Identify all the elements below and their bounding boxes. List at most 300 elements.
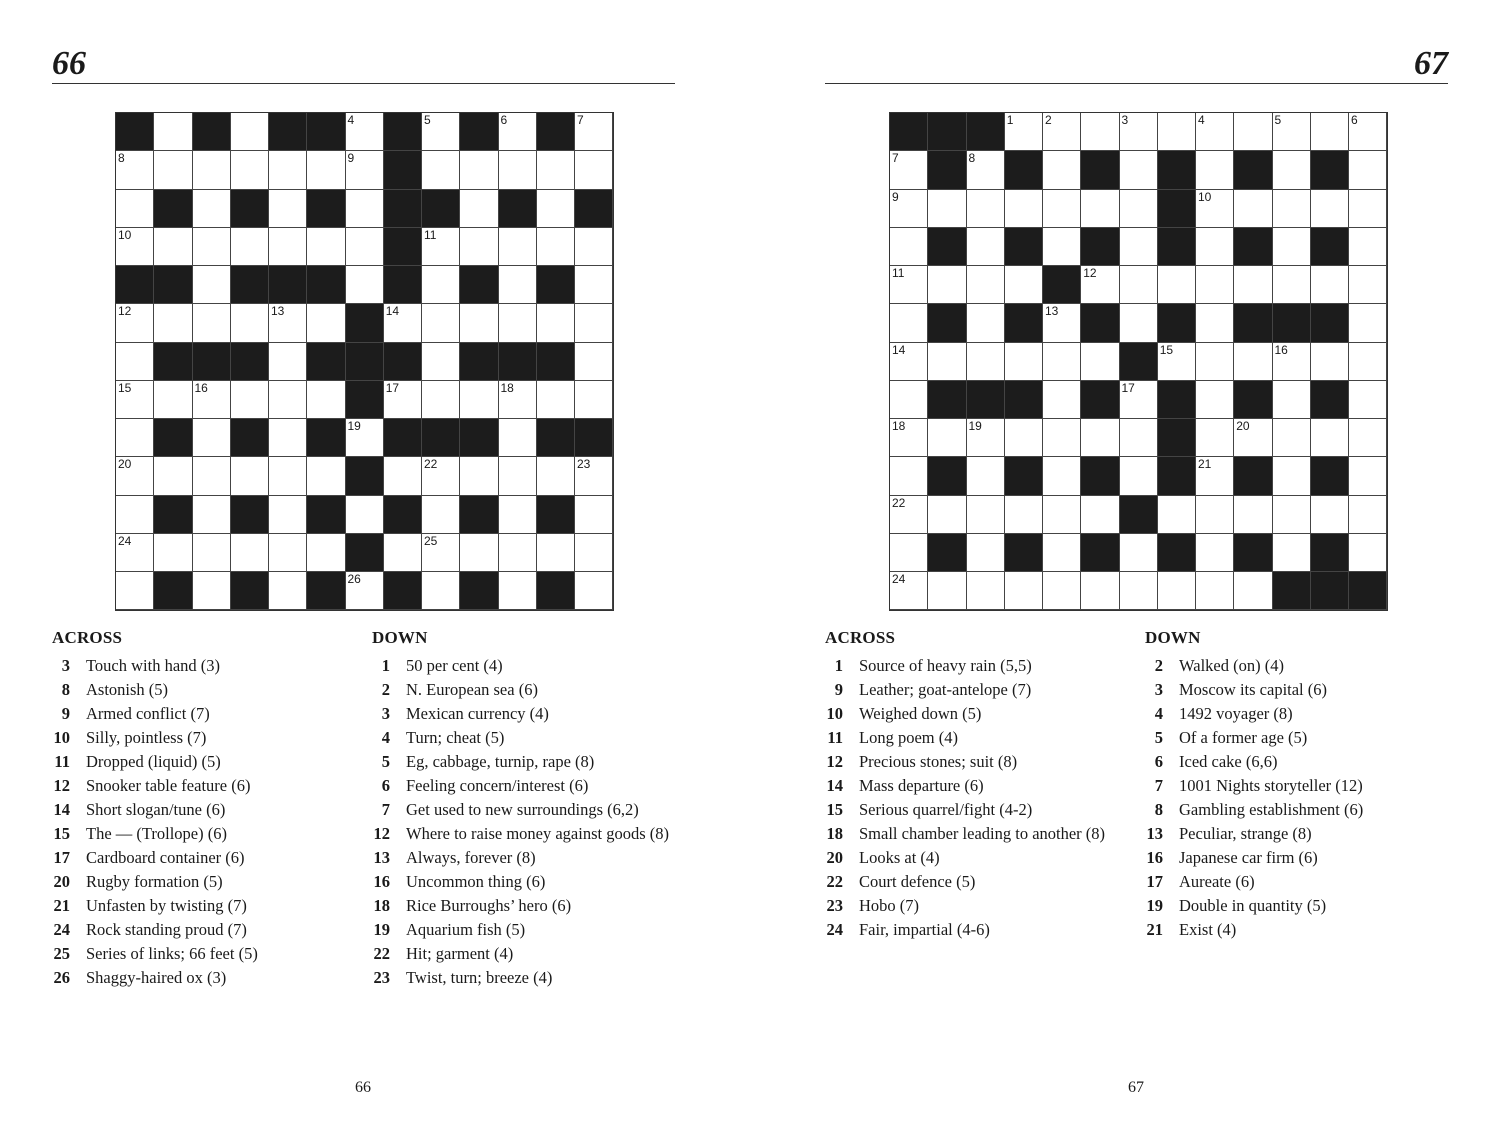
grid-square[interactable] [269,190,307,228]
grid-square[interactable] [1120,419,1158,457]
grid-square[interactable] [154,381,192,419]
grid-square[interactable] [1005,190,1043,228]
grid-square[interactable] [193,228,231,266]
clue-number: 6 [381,776,390,795]
grid-square[interactable] [1234,496,1272,534]
clue-item [1145,921,1445,939]
square-number: 7 [577,113,584,127]
clue-number: 19 [373,920,390,939]
grid-square[interactable] [193,496,231,534]
grid-square[interactable] [1349,228,1387,266]
grid-square[interactable] [1196,572,1234,610]
grid-square[interactable] [269,572,307,610]
clue-text: Rock standing proud (7) [86,920,247,939]
grid-square[interactable] [1349,534,1387,572]
grid-square[interactable] [154,151,192,189]
grid-square[interactable] [1005,496,1043,534]
grid-square[interactable] [1349,304,1387,342]
grid-square[interactable] [967,343,1005,381]
grid-square[interactable] [422,343,460,381]
grid-square[interactable] [231,151,269,189]
grid-square[interactable] [193,534,231,572]
grid-square[interactable] [1273,151,1311,189]
grid-square[interactable] [1273,419,1311,457]
grid-square[interactable] [1273,496,1311,534]
clue-number: 22 [373,944,390,963]
clue-item [1145,825,1445,843]
grid-square[interactable] [537,457,575,495]
clue-number: 9 [61,704,70,723]
grid-square[interactable] [1196,381,1234,419]
grid-square[interactable] [1043,572,1081,610]
grid-square[interactable] [1043,419,1081,457]
grid-square[interactable] [1234,343,1272,381]
grid-square[interactable] [1081,419,1119,457]
black-square [890,113,928,151]
clue-text: 1001 Nights storyteller (12) [1179,776,1363,795]
grid-square[interactable] [1043,304,1081,342]
grid-square[interactable] [1273,266,1311,304]
grid-square[interactable] [1081,343,1119,381]
grid-square[interactable] [928,572,966,610]
grid-square[interactable] [346,572,384,610]
black-square [1005,457,1043,495]
clue-number: 21 [53,896,70,915]
grid-square[interactable] [1196,304,1234,342]
grid-square[interactable] [1005,343,1043,381]
black-square [1158,228,1196,266]
grid-square[interactable] [890,343,928,381]
grid-square[interactable] [1349,419,1387,457]
grid-square[interactable] [1234,190,1272,228]
grid-square[interactable] [1196,151,1234,189]
clue-number: 11 [54,752,70,771]
across-heading: ACROSS [825,628,896,647]
grid-square[interactable] [499,381,537,419]
grid-square[interactable] [384,534,422,572]
grid-square[interactable] [193,457,231,495]
clue-item [825,729,1125,747]
grid-square[interactable] [1081,266,1119,304]
grid-square[interactable] [116,496,154,534]
clue-text: Walked (on) (4) [1179,656,1284,675]
grid-square[interactable] [154,113,192,151]
grid-square[interactable] [422,381,460,419]
grid-square[interactable] [575,534,613,572]
grid-square[interactable] [422,304,460,342]
clue-number: 18 [826,824,843,843]
grid-square[interactable] [269,151,307,189]
grid-square[interactable] [890,496,928,534]
grid-square[interactable] [116,572,154,610]
grid-square[interactable] [1158,572,1196,610]
grid-square[interactable] [967,419,1005,457]
grid-square[interactable] [575,304,613,342]
clue-text: Gambling establishment (6) [1179,800,1364,819]
grid-square[interactable] [499,151,537,189]
grid-square[interactable] [346,496,384,534]
grid-square[interactable] [1043,496,1081,534]
grid-square[interactable] [1043,343,1081,381]
grid-square[interactable] [967,457,1005,495]
grid-square[interactable] [1196,266,1234,304]
grid-square[interactable] [1120,534,1158,572]
grid-square[interactable] [1196,228,1234,266]
grid-square[interactable] [116,457,154,495]
grid-square[interactable] [384,381,422,419]
grid-square[interactable] [307,534,345,572]
black-square [1158,151,1196,189]
clue-number: 24 [53,920,70,939]
grid-square[interactable] [1043,228,1081,266]
grid-square[interactable] [1349,151,1387,189]
grid-square[interactable] [116,381,154,419]
grid-square[interactable] [346,228,384,266]
grid-square[interactable] [346,113,384,151]
grid-square[interactable] [967,534,1005,572]
grid-square[interactable] [1005,419,1043,457]
grid-square[interactable] [967,266,1005,304]
down-clues [372,627,672,993]
grid-square[interactable] [116,304,154,342]
grid-square[interactable] [1196,419,1234,457]
grid-square[interactable] [575,113,613,151]
clue-item [372,801,672,819]
square-number: 4 [347,113,355,127]
grid-square[interactable] [1311,343,1349,381]
grid-square[interactable] [1120,266,1158,304]
grid-square[interactable] [537,190,575,228]
grid-square[interactable] [1273,534,1311,572]
black-square [460,343,498,381]
grid-square[interactable] [1273,343,1311,381]
grid-square[interactable] [1043,113,1081,151]
grid-square[interactable] [193,151,231,189]
grid-square[interactable] [1120,381,1158,419]
grid-square[interactable] [231,534,269,572]
grid-square[interactable] [1120,457,1158,495]
black-square [1234,304,1272,342]
black-square [384,190,422,228]
grid-square[interactable] [307,151,345,189]
grid-square[interactable] [575,381,613,419]
grid-square[interactable] [346,151,384,189]
grid-square[interactable] [154,304,192,342]
grid-square[interactable] [967,572,1005,610]
grid-square[interactable] [1234,113,1272,151]
grid-square[interactable] [269,304,307,342]
black-square [346,457,384,495]
grid-square[interactable] [1349,266,1387,304]
grid-square[interactable] [193,572,231,610]
grid-square[interactable] [1043,457,1081,495]
grid-square[interactable] [154,534,192,572]
grid-square[interactable] [422,457,460,495]
grid-square[interactable] [1158,266,1196,304]
grid-square[interactable] [1311,266,1349,304]
grid-square[interactable] [460,151,498,189]
grid-square[interactable] [1311,113,1349,151]
black-square [1120,496,1158,534]
grid-square[interactable] [1043,381,1081,419]
clue-text: Eg, cabbage, turnip, rape (8) [406,752,595,771]
grid-square[interactable] [1158,343,1196,381]
grid-square[interactable] [575,457,613,495]
black-square [1311,228,1349,266]
square-number: 14 [892,342,906,357]
grid-square[interactable] [1120,151,1158,189]
clue-text: Turn; cheat (5) [406,728,505,747]
square-number: 1 [1006,113,1014,127]
clue-text: Exist (4) [1179,920,1237,939]
grid-square[interactable] [1196,190,1234,228]
grid-square[interactable] [499,496,537,534]
grid-square[interactable] [575,266,613,304]
grid-square[interactable] [231,304,269,342]
grid-square[interactable] [1196,534,1234,572]
grid-square[interactable] [1349,457,1387,495]
grid-square[interactable] [890,419,928,457]
grid-square[interactable] [307,228,345,266]
grid-square[interactable] [1234,266,1272,304]
grid-square[interactable] [1349,496,1387,534]
grid-square[interactable] [231,381,269,419]
grid-square[interactable] [1081,113,1119,151]
grid-square[interactable] [499,457,537,495]
grid-square[interactable] [460,304,498,342]
grid-square[interactable] [422,151,460,189]
grid-square[interactable] [460,457,498,495]
grid-square[interactable] [269,228,307,266]
grid-square[interactable] [231,113,269,151]
grid-square[interactable] [1349,381,1387,419]
grid-square[interactable] [269,457,307,495]
black-square [928,113,966,151]
grid-square[interactable] [384,457,422,495]
grid-square[interactable] [193,266,231,304]
grid-square[interactable] [307,457,345,495]
grid-square[interactable] [890,572,928,610]
grid-square[interactable] [1273,113,1311,151]
grid-square[interactable] [967,151,1005,189]
grid-square[interactable] [346,419,384,457]
grid-square[interactable] [967,228,1005,266]
grid-square[interactable] [422,572,460,610]
grid-square[interactable] [928,343,966,381]
grid-square[interactable] [537,534,575,572]
grid-square[interactable] [1196,496,1234,534]
grid-square[interactable] [928,419,966,457]
grid-square[interactable] [1234,572,1272,610]
black-square [1234,381,1272,419]
clue-item [1145,777,1445,795]
grid-square[interactable] [499,534,537,572]
grid-square[interactable] [1043,151,1081,189]
grid-square[interactable] [422,534,460,572]
grid-square[interactable] [269,496,307,534]
grid-square[interactable] [1043,190,1081,228]
grid-square[interactable] [1196,113,1234,151]
black-square [460,572,498,610]
grid-square[interactable] [193,190,231,228]
grid-square[interactable] [575,228,613,266]
grid-square[interactable] [1120,228,1158,266]
clue-text: Hit; garment (4) [406,944,514,963]
grid-square[interactable] [1005,113,1043,151]
grid-square[interactable] [193,304,231,342]
black-square [307,190,345,228]
square-number: 9 [347,151,355,166]
page-number: 66 [355,1079,371,1096]
grid-square[interactable] [967,304,1005,342]
grid-square[interactable] [1273,381,1311,419]
black-square [307,496,345,534]
grid-square[interactable] [499,113,537,151]
grid-square[interactable] [116,534,154,572]
grid-square[interactable] [928,190,966,228]
grid-square[interactable] [269,343,307,381]
grid-square[interactable] [1120,190,1158,228]
grid-square[interactable] [269,381,307,419]
grid-square[interactable] [967,496,1005,534]
grid-square[interactable] [422,228,460,266]
grid-square[interactable] [575,151,613,189]
grid-square[interactable] [116,151,154,189]
grid-square[interactable] [1120,113,1158,151]
grid-square[interactable] [890,266,928,304]
down-heading: DOWN [372,628,428,647]
grid-square[interactable] [890,228,928,266]
grid-square[interactable] [422,113,460,151]
clue-item [1145,801,1445,819]
grid-square[interactable] [1196,343,1234,381]
grid-square[interactable] [1120,304,1158,342]
grid-square[interactable] [116,419,154,457]
grid-square[interactable] [575,343,613,381]
clue-number: 26 [53,968,70,987]
clue-number: 7 [381,800,390,819]
clue-item [1145,681,1445,699]
grid-square[interactable] [154,457,192,495]
clue-text: Of a former age (5) [1179,728,1308,747]
grid-square[interactable] [1349,190,1387,228]
grid-square[interactable] [1081,496,1119,534]
grid-square[interactable] [499,572,537,610]
grid-square[interactable] [460,228,498,266]
grid-square[interactable] [460,534,498,572]
grid-square[interactable] [967,190,1005,228]
grid-square[interactable] [575,496,613,534]
grid-square[interactable] [1349,343,1387,381]
clue-number: 16 [1146,848,1163,867]
grid-square[interactable] [116,343,154,381]
clue-text: Touch with hand (3) [86,656,221,675]
clue-number: 8 [61,680,70,699]
grid-square[interactable] [154,228,192,266]
clue-item [52,873,352,891]
black-square [1234,534,1272,572]
grid-square[interactable] [1234,419,1272,457]
grid-square[interactable] [499,266,537,304]
grid-square[interactable] [890,381,928,419]
grid-square[interactable] [1158,113,1196,151]
grid-square[interactable] [928,266,966,304]
grid-square[interactable] [231,228,269,266]
grid-square[interactable] [1349,113,1387,151]
grid-square[interactable] [499,304,537,342]
clue-number: 13 [373,848,390,867]
grid-square[interactable] [499,228,537,266]
grid-square[interactable] [384,304,422,342]
grid-square[interactable] [193,381,231,419]
black-square [346,381,384,419]
grid-square[interactable] [460,381,498,419]
grid-square[interactable] [537,381,575,419]
grid-square[interactable] [460,190,498,228]
grid-square[interactable] [1273,457,1311,495]
clue-text: Leather; goat-antelope (7) [859,680,1032,699]
grid-square[interactable] [1120,572,1158,610]
black-square [269,266,307,304]
grid-square[interactable] [1081,572,1119,610]
grid-square[interactable] [346,266,384,304]
grid-square[interactable] [1081,190,1119,228]
grid-square[interactable] [1311,496,1349,534]
clue-number: 15 [826,800,843,819]
clue-item [52,777,352,795]
grid-square[interactable] [575,572,613,610]
grid-square[interactable] [307,304,345,342]
grid-square[interactable] [890,190,928,228]
grid-square[interactable] [537,228,575,266]
black-square [154,572,192,610]
grid-square[interactable] [1196,457,1234,495]
grid-square[interactable] [269,419,307,457]
black-square [154,419,192,457]
grid-square[interactable] [1043,534,1081,572]
grid-square[interactable] [1158,496,1196,534]
grid-square[interactable] [307,381,345,419]
grid-square[interactable] [1311,419,1349,457]
grid-square[interactable] [537,304,575,342]
grid-square[interactable] [890,534,928,572]
grid-square[interactable] [537,151,575,189]
grid-square[interactable] [890,457,928,495]
grid-square[interactable] [422,496,460,534]
grid-square[interactable] [928,496,966,534]
grid-square[interactable] [890,304,928,342]
grid-square[interactable] [231,457,269,495]
grid-square[interactable] [346,190,384,228]
grid-square[interactable] [1311,190,1349,228]
grid-square[interactable] [422,266,460,304]
grid-square[interactable] [890,151,928,189]
clue-text: Short slogan/tune (6) [86,800,226,819]
clue-text: Weighed down (5) [859,704,982,723]
grid-square[interactable] [269,534,307,572]
grid-square[interactable] [116,228,154,266]
grid-square[interactable] [1273,190,1311,228]
grid-square[interactable] [1005,572,1043,610]
grid-square[interactable] [1273,228,1311,266]
clue-text: The — (Trollope) (6) [86,824,227,843]
black-square [537,113,575,151]
grid-square[interactable] [1005,266,1043,304]
grid-square[interactable] [116,190,154,228]
grid-square[interactable] [193,419,231,457]
grid-square[interactable] [499,419,537,457]
square-number: 18 [500,380,514,395]
